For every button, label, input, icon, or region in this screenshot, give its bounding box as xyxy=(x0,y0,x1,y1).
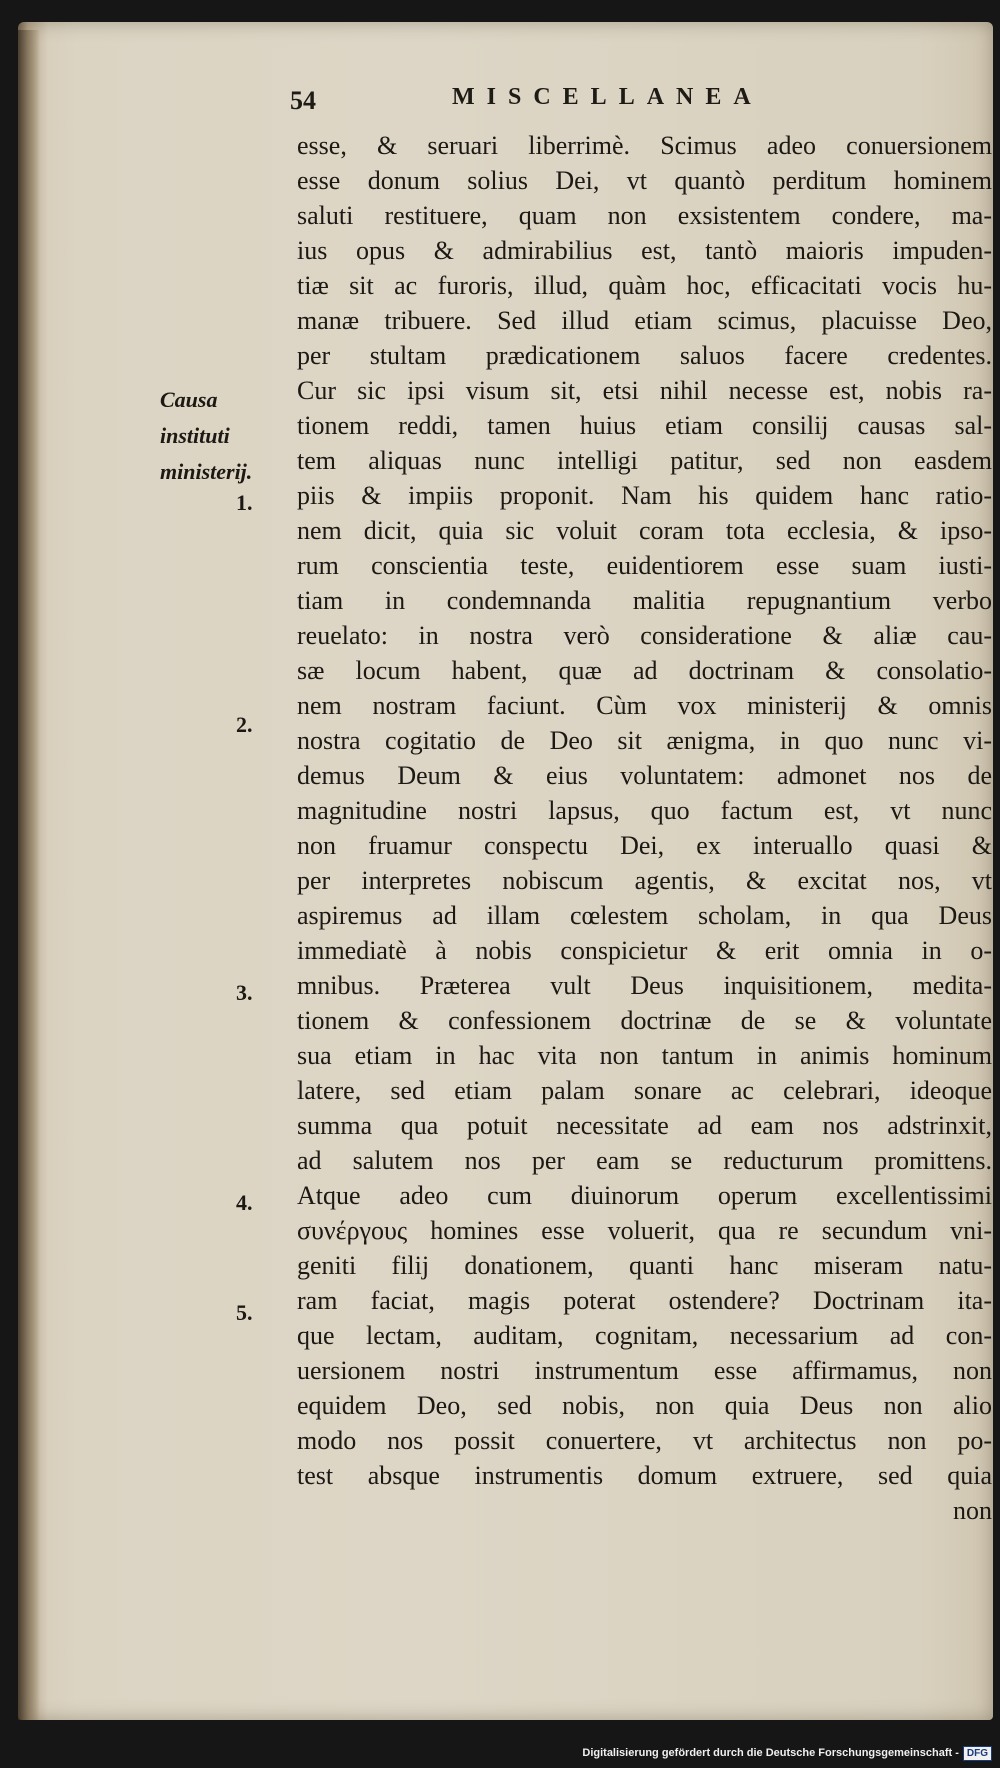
text-line: equidem Deo, sed nobis, non quia Deus non alio xyxy=(297,1391,992,1420)
text-line: mnibus. Præterea vult Deus inquisitionem, medita- xyxy=(297,971,992,1000)
text-line: esse donum solius Dei, vt quantò perditum hominem xyxy=(297,166,992,195)
text-line: tionem reddi, tamen huius etiam consilij causas sal- xyxy=(297,411,992,440)
text-line: ius opus & admirabilius est, tantò maioris impuden- xyxy=(297,236,992,265)
text-line: tiæ sit ac furoris, illud, quàm hoc, efficacitati vocis hu- xyxy=(297,271,992,300)
page-header xyxy=(290,80,810,120)
text-line: piis & impiis proponit. Nam his quidem hanc ratio- xyxy=(297,481,992,510)
text-line: tem aliquas nunc intelligi patitur, sed non easdem xyxy=(297,446,992,475)
page-gutter-edge xyxy=(18,30,40,1720)
text-line: modo nos possit conuertere, vt architectus non po- xyxy=(297,1426,992,1455)
text-line: demus Deum & eius voluntatem: admonet nos de xyxy=(297,761,992,790)
text-line: tiam in condemnanda malitia repugnantium verbo xyxy=(297,586,992,615)
text-line: summa qua potuit necessitate ad eam nos adstrinxit, xyxy=(297,1111,992,1140)
text-line: συνέργους homines esse voluerit, qua re secundum vni- xyxy=(297,1216,992,1245)
margin-note: Causa instituti ministerij. xyxy=(160,387,253,484)
text-line: ram faciat, magis poterat ostendere? Doctrinam ita- xyxy=(297,1286,992,1315)
text-line: nem dicit, quia sic voluit coram tota ecclesia, & ipso- xyxy=(297,516,992,545)
text-line: geniti filij donationem, quanti hanc miseram natu- xyxy=(297,1251,992,1280)
funding-credit: Digitalisierung gefördert durch die Deutsche Forschungsgemeinschaft - xyxy=(582,1747,959,1759)
text-line: Atque adeo cum diuinorum operum excellentissimi xyxy=(297,1181,992,1210)
text-line: uersionem nostri instrumentum esse affirmamus, non xyxy=(297,1356,992,1385)
text-line: sua etiam in hac vita non tantum in animis hominum xyxy=(297,1041,992,1070)
margin-number-5: 5. xyxy=(236,1300,253,1325)
text-line: nostra cogitatio de Deo sit ænigma, in quo nunc vi- xyxy=(297,726,992,755)
catchword: non xyxy=(953,1496,992,1525)
text-line: non fruamur conspectu Dei, ex interuallo quasi & xyxy=(297,831,992,860)
text-line: aspiremus ad illam cœlestem scholam, in qua Deus xyxy=(297,901,992,930)
text-line: manæ tribuere. Sed illud etiam scimus, placuisse Deo, xyxy=(297,306,992,335)
page-number: 54 xyxy=(290,86,316,115)
text-line: sæ locum habent, quæ ad doctrinam & consolatio- xyxy=(297,656,992,685)
text-line: rum conscientia teste, euidentiorem esse suam iusti- xyxy=(297,551,992,580)
text-line: immediatè à nobis conspicietur & erit omnia in o- xyxy=(297,936,992,965)
text-line: saluti restituere, quam non exsistentem condere, ma- xyxy=(297,201,992,230)
text-line: latere, sed etiam palam sonare ac celebrari, ideoque xyxy=(297,1076,992,1105)
text-line: que lectam, auditam, cognitam, necessarium ad con- xyxy=(297,1321,992,1350)
text-line: ad salutem nos per eam se reducturum promittens. xyxy=(297,1146,992,1175)
text-line: test absque instrumentis domum extruere, sed quia xyxy=(297,1461,992,1490)
text-line: tionem & confessionem doctrinæ de se & voluntate xyxy=(297,1006,992,1035)
margin-number-1: 1. xyxy=(236,490,253,515)
text-line: esse, & seruari liberrimè. Scimus adeo conuersionem xyxy=(297,131,992,160)
digitization-footer xyxy=(582,1742,992,1764)
margin-number-2: 2. xyxy=(236,712,253,737)
text-line: per interpretes nobiscum agentis, & excitat nos, vt xyxy=(297,866,992,895)
text-line: nem nostram faciunt. Cùm vox ministerij & omnis xyxy=(297,691,992,720)
text-line: per stultam prædicationem saluos facere credentes. xyxy=(297,341,992,370)
text-line: Cur sic ipsi visum sit, etsi nihil necesse est, nobis ra- xyxy=(297,376,992,405)
margin-number-4: 4. xyxy=(236,1190,253,1215)
dfg-logo: DFG xyxy=(963,1746,992,1761)
running-head: MISCELLANEA xyxy=(452,84,763,110)
text-line: magnitudine nostri lapsus, quo factum est, vt nunc xyxy=(297,796,992,825)
body-text xyxy=(297,128,992,1528)
margin-number-3: 3. xyxy=(236,980,253,1005)
text-line: reuelato: in nostra verò consideratione & aliæ cau- xyxy=(297,621,992,650)
